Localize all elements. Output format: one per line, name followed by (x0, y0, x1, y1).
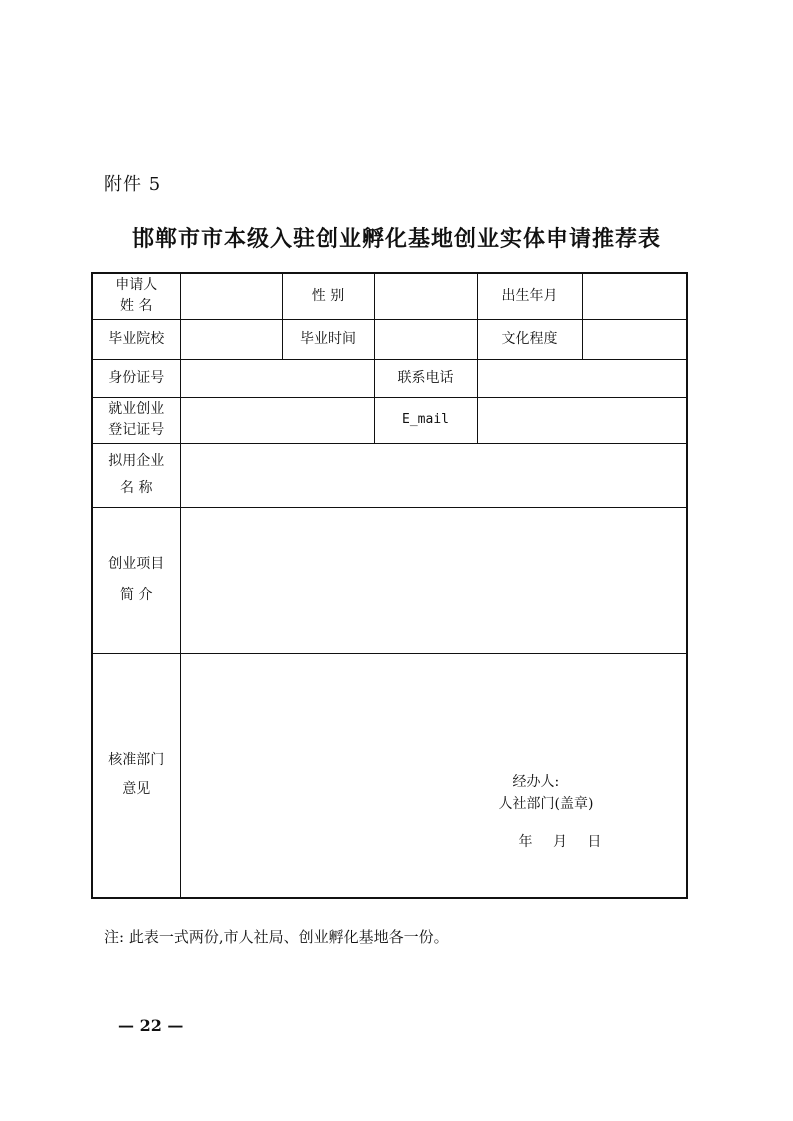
applicant-name-label-line1: 申请人 (115, 277, 158, 294)
approval-opinion-label-line2: 意见 (122, 781, 151, 798)
department-seal-label: 人社部门(盖章) (498, 795, 594, 812)
approval-date-label: 年 月 日 (518, 833, 602, 850)
graduation-time-label: 毕业时间 (282, 319, 374, 359)
approval-opinion-field[interactable] (180, 653, 687, 898)
applicant-name-label-line2: 姓 名 (120, 298, 153, 315)
school-label: 毕业院校 (92, 319, 180, 359)
school-field[interactable] (180, 319, 282, 359)
form-row-project (92, 507, 687, 653)
gender-label: 性 别 (282, 273, 374, 319)
gender-field[interactable] (374, 273, 477, 319)
form-row-company (92, 443, 687, 507)
page-number: — 22 — (118, 1016, 184, 1035)
phone-field[interactable] (477, 359, 687, 397)
form-row-registration (92, 397, 687, 443)
application-form-table (91, 272, 688, 899)
birth-date-label: 出生年月 (477, 273, 582, 319)
company-name-label (92, 443, 180, 507)
applicant-name-label (92, 273, 180, 319)
graduation-time-field[interactable] (374, 319, 477, 359)
approval-opinion-label (92, 653, 180, 898)
form-row-name (92, 273, 687, 319)
id-number-field[interactable] (180, 359, 374, 397)
project-intro-label-line2: 简 介 (120, 587, 153, 603)
form-row-id (92, 359, 687, 397)
education-label: 文化程度 (477, 319, 582, 359)
form-title: 邯郸市市本级入驻创业孵化基地创业实体申请推荐表 (131, 227, 661, 252)
email-field[interactable] (477, 397, 687, 443)
registration-number-field[interactable] (180, 397, 374, 443)
registration-number-label-line2: 登记证号 (108, 422, 165, 438)
project-intro-field[interactable] (180, 507, 687, 653)
project-intro-label (92, 507, 180, 653)
handler-label: 经办人: (512, 773, 560, 790)
company-name-field[interactable] (180, 443, 687, 507)
applicant-name-field[interactable] (180, 273, 282, 319)
id-number-label: 身份证号 (92, 359, 180, 397)
company-name-label-line2: 名 称 (120, 480, 153, 496)
footer-note: 注: 此表一式两份,市人社局、创业孵化基地各一份。 (104, 928, 449, 946)
birth-date-field[interactable] (582, 273, 687, 319)
project-intro-label-line1: 创业项目 (108, 556, 165, 572)
email-label: E_mail (374, 397, 477, 443)
approval-opinion-label-line1: 核准部门 (108, 752, 165, 769)
education-field[interactable] (582, 319, 687, 359)
phone-label: 联系电话 (374, 359, 477, 397)
registration-number-label (92, 397, 180, 443)
form-row-school (92, 319, 687, 359)
registration-number-label-line1: 就业创业 (108, 401, 165, 417)
company-name-label-line1: 拟用企业 (108, 453, 165, 469)
form-row-approval (92, 653, 687, 898)
attachment-label: 附件 5 (104, 174, 162, 195)
